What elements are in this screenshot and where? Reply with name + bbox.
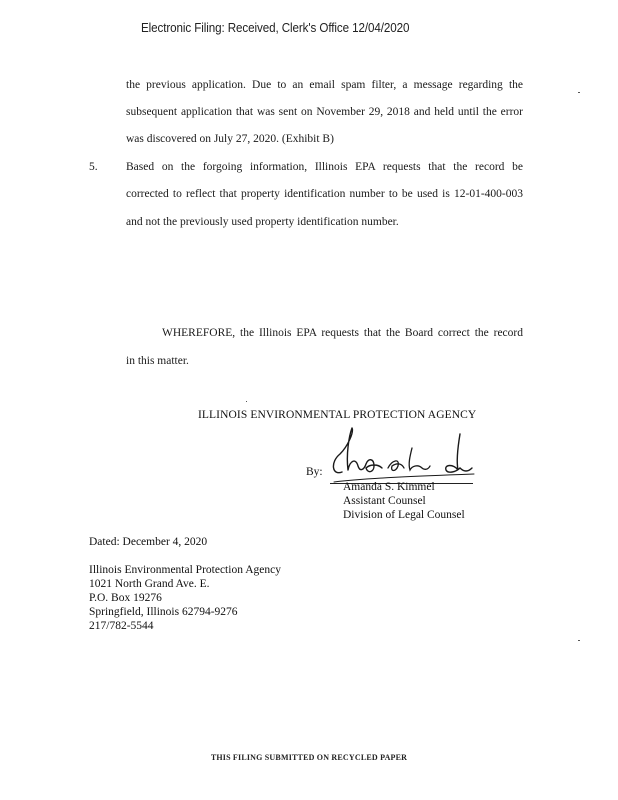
- signer-title: Assistant Counsel: [343, 495, 426, 507]
- address-line: Illinois Environmental Protection Agency: [89, 564, 281, 576]
- address-line: P.O. Box 19276: [89, 592, 162, 604]
- recycled-paper-footer: THIS FILING SUBMITTED ON RECYCLED PAPER: [210, 753, 408, 762]
- address-block: [89, 563, 281, 633]
- paragraph-line: was discovered on July 27, 2020. (Exhibit B): [126, 133, 334, 145]
- by-label: By:: [306, 466, 323, 478]
- scan-speck: [578, 640, 580, 641]
- address-line: Springfield, Illinois 62794-9276: [89, 606, 238, 618]
- dated-line: Dated: December 4, 2020: [89, 536, 208, 548]
- signer-division: Division of Legal Counsel: [343, 509, 465, 521]
- paragraph-line: subsequent application that was sent on November 29, 2018 and held until the error: [126, 106, 523, 118]
- signature-image: [328, 424, 478, 484]
- wherefore-line: in this matter.: [126, 355, 189, 367]
- scan-speck: [578, 92, 580, 93]
- filing-stamp-header: Electronic Filing: Received, Clerk's Office 12/04/2020: [141, 21, 410, 35]
- wherefore-line: WHEREFORE, the Illinois EPA requests that the Board correct the record: [162, 327, 523, 339]
- scan-speck: [246, 401, 247, 402]
- signer-name: Amanda S. Kimmel: [343, 481, 435, 493]
- agency-name: ILLINOIS ENVIRONMENTAL PROTECTION AGENCY: [198, 409, 477, 421]
- paragraph-line: the previous application. Due to an email spam filter, a message regarding the: [126, 79, 523, 91]
- address-line: 1021 North Grand Ave. E.: [89, 578, 210, 590]
- address-line: 217/782-5544: [89, 620, 154, 632]
- paragraph-line: Based on the forgoing information, Illinois EPA requests that the record be: [126, 161, 523, 173]
- paragraph-line: corrected to reflect that property identification number to be used is 12-01-400-003: [126, 188, 523, 200]
- item-number: 5.: [89, 161, 98, 173]
- paragraph-line: and not the previously used property identification number.: [126, 216, 399, 228]
